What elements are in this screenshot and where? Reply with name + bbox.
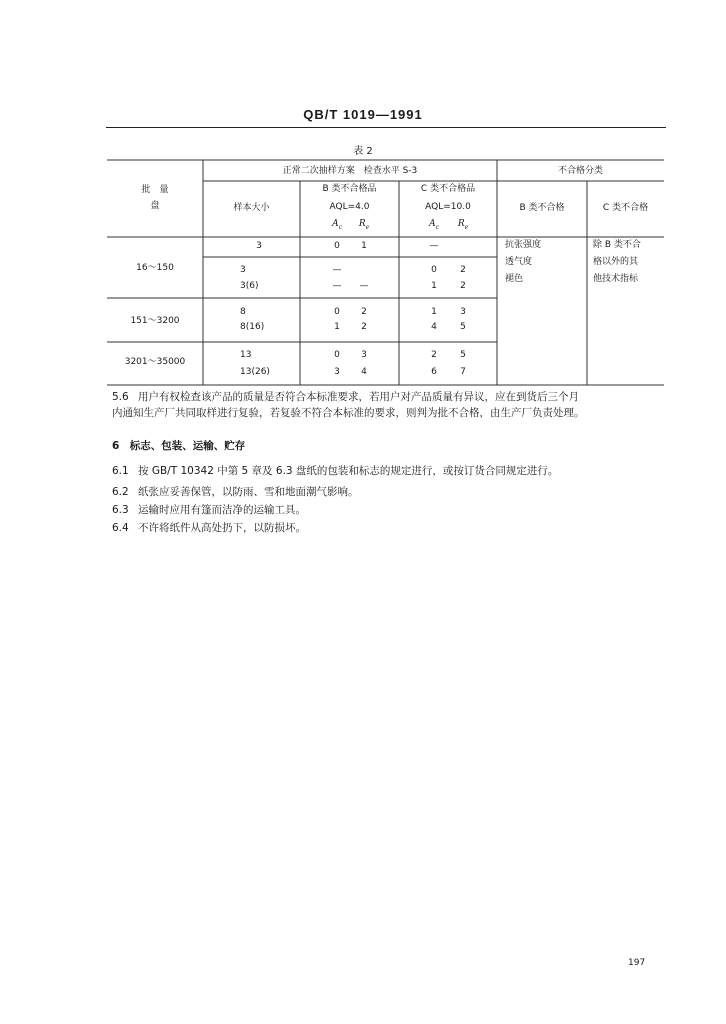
b-class-item-3: 褪色 bbox=[505, 274, 524, 284]
clause-6-3-text: 运输时应用有篷而洁净的运输工具。 bbox=[138, 504, 306, 516]
clause-6-2-number: 6.2 bbox=[112, 486, 129, 498]
table-row-4-sample: 8 bbox=[240, 307, 246, 317]
table-row-3-c-re: 2 bbox=[460, 281, 466, 291]
batch-range-1: 16～150 bbox=[136, 263, 174, 273]
table-row-6-sample: 13 bbox=[240, 350, 252, 360]
header-c-ac: $A_c$ bbox=[429, 219, 439, 231]
clause-6-4-number: 6.4 bbox=[112, 522, 129, 534]
header-sampling-plan: 正常二次抽样方案 检查水平 S-3 bbox=[282, 166, 418, 176]
clause-6-2 bbox=[112, 484, 672, 500]
batch-range-3: 3201～35000 bbox=[124, 357, 186, 367]
header-b-nonconformity: B 类不合格 bbox=[519, 203, 565, 213]
table-row-7-c-re: 7 bbox=[460, 367, 466, 377]
table-row-5-b-ac: 1 bbox=[334, 322, 340, 332]
table-row-4-b-re: 2 bbox=[361, 307, 367, 317]
table-row-5-c-ac: 4 bbox=[431, 322, 437, 332]
b-class-item-1: 抗张强度 bbox=[505, 240, 542, 250]
clause-6-1-text: 按 GB/T 10342 中第 5 章及 6.3 盘纸的包装和标志的规定进行，或按订货合同规定进行。 bbox=[138, 465, 559, 477]
clause-6-3-number: 6.3 bbox=[112, 504, 129, 516]
table-row-1-b-ac: 0 bbox=[334, 241, 340, 251]
header-c-re: $R_e$ bbox=[457, 219, 469, 231]
table-title: 表 2 bbox=[353, 146, 373, 157]
table-row-4-c-re: 3 bbox=[460, 307, 466, 317]
table-row-7-b-ac: 3 bbox=[334, 367, 340, 377]
table-row-6-c-re: 5 bbox=[460, 350, 466, 360]
header-b-re: $R_e$ bbox=[358, 219, 370, 231]
table-row-6-b-re: 3 bbox=[361, 350, 367, 360]
clause-6-1 bbox=[112, 463, 672, 479]
table-row-2-c-re: 2 bbox=[460, 265, 466, 275]
table-row-5-c-re: 5 bbox=[460, 322, 466, 332]
table-row-1-b-re: 1 bbox=[361, 241, 367, 251]
table-row-6-c-ac: 2 bbox=[431, 350, 437, 360]
header-b-ac: $A_c$ bbox=[332, 219, 342, 231]
header-nonconformity-class: 不合格分类 bbox=[557, 166, 603, 176]
table-row-4-b-ac: 0 bbox=[334, 307, 340, 317]
table-row-7-c-ac: 6 bbox=[431, 367, 437, 377]
clause-6-3 bbox=[112, 502, 672, 518]
clause-6-4 bbox=[112, 520, 672, 536]
table-row-3-sample: 3(6) bbox=[240, 281, 259, 291]
clause-5-6-line-1: 用户有权检查该产品的质量是否符合本标准要求，若用户对产品质量有异议，应在到货后三个月 bbox=[138, 391, 579, 403]
table-row-7-b-re: 4 bbox=[361, 367, 367, 377]
clause-6-4-text: 不许将纸件从高处扔下，以防损坏。 bbox=[138, 522, 306, 534]
table-row-1-sample: 3 bbox=[256, 241, 262, 251]
table-row-7-sample: 13(26) bbox=[240, 367, 270, 377]
header-sample-size: 样本大小 bbox=[233, 203, 270, 213]
table-row-2-c-ac: 0 bbox=[431, 265, 437, 275]
clause-5-6-number: 5.6 bbox=[112, 391, 129, 403]
table-row-2-sample: 3 bbox=[240, 265, 246, 275]
table-row-3-c-ac: 1 bbox=[431, 281, 437, 291]
c-class-line-2: 格以外的其 bbox=[593, 257, 639, 267]
header-c-class-title: C 类不合格品 bbox=[420, 184, 476, 194]
header-b-class-title: B 类不合格品 bbox=[322, 184, 377, 194]
clause-5-6-line-2: 内通知生产厂共同取样进行复验，若复验不符合本标准的要求，则判为批不合格，由生产厂负责处理。 bbox=[112, 407, 585, 419]
table-row-1-c-ac: — bbox=[429, 241, 439, 251]
section-6-heading: 6 标志、包装、运输、贮存 bbox=[112, 440, 246, 452]
c-class-line-3: 他技术指标 bbox=[593, 274, 639, 284]
table-row-5-b-re: 2 bbox=[361, 322, 367, 332]
header-batch-unit: 盘 bbox=[150, 201, 160, 211]
clause-6-1-number: 6.1 bbox=[112, 465, 129, 477]
table-row-6-b-ac: 0 bbox=[334, 350, 340, 360]
clause-5-6 bbox=[112, 389, 672, 421]
c-class-line-1: 除 B 类不合 bbox=[593, 240, 641, 250]
header-c-nonconformity: C 类不合格 bbox=[602, 203, 649, 213]
header-b-aql: AQL=4.0 bbox=[329, 202, 370, 212]
table-row-4-c-ac: 1 bbox=[431, 307, 437, 317]
header-c-aql: AQL=10.0 bbox=[425, 202, 471, 212]
header-batch-label: 批 量 bbox=[141, 185, 169, 195]
batch-range-2: 151～3200 bbox=[130, 316, 180, 326]
table-row-2-b-ac: — bbox=[332, 265, 342, 275]
table-row-3-b-re: — bbox=[359, 281, 369, 291]
clause-6-2-text: 纸张应妥善保管，以防雨、雪和地面潮气影响。 bbox=[138, 486, 359, 498]
page-number: 197 bbox=[628, 958, 646, 968]
b-class-item-2: 透气度 bbox=[505, 257, 533, 267]
table-row-5-sample: 8(16) bbox=[240, 322, 265, 332]
standard-code-header: QB/T 1019—1991 bbox=[303, 107, 423, 122]
table-row-3-b-ac: — bbox=[332, 281, 342, 291]
